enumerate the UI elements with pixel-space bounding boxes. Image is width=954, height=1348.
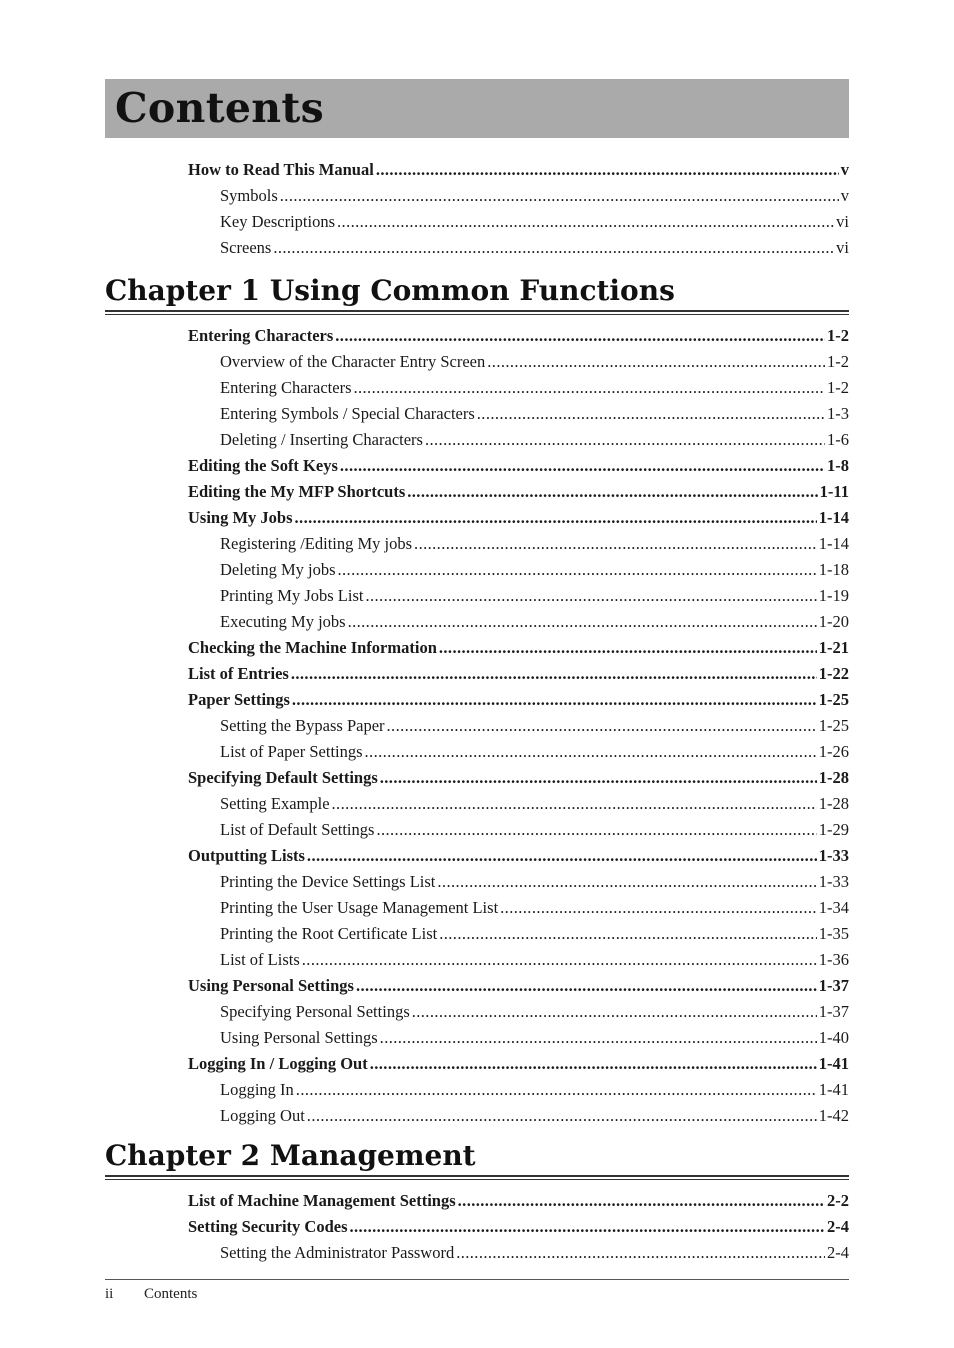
toc-entry-page: 1-33 — [818, 872, 849, 891]
dot-leader — [437, 869, 816, 895]
toc-subentry[interactable] — [188, 531, 849, 557]
toc-entry-label: Using Personal Settings — [188, 976, 354, 995]
chapter-rule — [105, 1175, 849, 1177]
dot-leader — [335, 323, 825, 349]
toc-entry[interactable] — [188, 157, 849, 183]
toc-entry-label: Checking the Machine Information — [188, 638, 437, 657]
toc-entry-label: List of Default Settings — [220, 820, 375, 839]
toc-entry-label: Using Personal Settings — [220, 1028, 378, 1047]
toc-entry-page: 1-26 — [818, 742, 849, 761]
toc-subentry[interactable] — [188, 921, 849, 947]
toc-entry-label: Setting Security Codes — [188, 1217, 348, 1236]
dot-leader — [337, 209, 834, 235]
toc-subentry[interactable] — [188, 713, 849, 739]
dot-leader — [439, 921, 817, 947]
dot-leader — [332, 791, 817, 817]
toc-entry-label: Overview of the Character Entry Screen — [220, 352, 486, 371]
dot-leader — [280, 183, 839, 209]
toc-entry-page: 1-41 — [818, 1054, 849, 1073]
toc-entry-label: Entering Symbols / Special Characters — [220, 404, 475, 423]
toc-entry[interactable] — [188, 687, 849, 713]
page-title: Contents — [115, 84, 325, 132]
toc-entry-page: 1-22 — [818, 664, 849, 683]
dot-leader — [425, 427, 825, 453]
toc-entry[interactable] — [188, 765, 849, 791]
toc-entry-page: 1-19 — [818, 586, 849, 605]
dot-leader — [350, 1214, 826, 1240]
dot-leader — [295, 505, 817, 531]
dot-leader — [439, 635, 817, 661]
toc-entry-page: 1-36 — [818, 950, 849, 969]
toc-subentry[interactable] — [188, 869, 849, 895]
chapter-title: Chapter 2 Management — [105, 1139, 476, 1172]
dot-leader — [380, 1025, 817, 1051]
dot-leader — [353, 375, 825, 401]
dot-leader — [370, 1051, 817, 1077]
toc-entry-label: Entering Characters — [220, 378, 352, 397]
footer-label: Contents — [144, 1286, 198, 1302]
toc-subentry[interactable] — [188, 791, 849, 817]
toc-entry-label: Entering Characters — [188, 326, 334, 345]
chapter-rule-thin — [105, 314, 849, 315]
toc-entry-page: 1-2 — [827, 352, 849, 371]
toc-entry-label: Symbols — [220, 186, 278, 205]
dot-leader — [380, 765, 817, 791]
dot-leader — [365, 583, 816, 609]
toc-subentry[interactable] — [188, 895, 849, 921]
toc-entry-label: Specifying Personal Settings — [220, 1002, 410, 1021]
toc-entry[interactable] — [188, 323, 849, 349]
dot-leader — [456, 1240, 825, 1266]
toc-entry[interactable] — [188, 661, 849, 687]
toc-entry-page: 1-34 — [818, 898, 849, 917]
toc-entry-label: List of Lists — [220, 950, 300, 969]
toc-subentry[interactable] — [188, 183, 849, 209]
dot-leader — [487, 349, 825, 375]
dot-leader — [348, 609, 817, 635]
toc-entry-page: 1-33 — [818, 846, 849, 865]
dot-leader — [500, 895, 817, 921]
toc-entry-label: Logging In / Logging Out — [188, 1054, 368, 1073]
dot-leader — [356, 973, 817, 999]
toc-entry-label: Key Descriptions — [220, 212, 336, 231]
toc-subentry[interactable] — [188, 739, 849, 765]
toc-entry-page: v — [840, 186, 849, 205]
toc-entry-page: 1-14 — [818, 508, 849, 527]
dot-leader — [296, 1077, 817, 1103]
toc-entry-page: 2-4 — [827, 1217, 849, 1236]
toc-entry-page: 1-3 — [827, 404, 849, 423]
toc-entry-page: 1-21 — [818, 638, 849, 657]
dot-leader — [365, 739, 817, 765]
chapter-1-heading — [105, 274, 849, 315]
toc-entry-page: 1-11 — [819, 482, 849, 501]
toc-entry-label: Logging Out — [220, 1106, 305, 1125]
toc-entry[interactable] — [188, 635, 849, 661]
toc-subentry[interactable] — [188, 557, 849, 583]
toc-entry-page: 1-28 — [818, 768, 849, 787]
toc-entry-page: 1-40 — [818, 1028, 849, 1047]
toc-entry-page: 1-18 — [818, 560, 849, 579]
dot-leader — [387, 713, 817, 739]
toc-entry-page: 1-2 — [827, 326, 849, 345]
toc-entry-page: 1-42 — [818, 1106, 849, 1125]
toc-subentry[interactable] — [188, 1025, 849, 1051]
toc-entry-page: 1-28 — [818, 794, 849, 813]
chapter-2-heading — [105, 1139, 849, 1180]
toc-entry-page: 1-20 — [818, 612, 849, 631]
toc-entry-page: 1-25 — [818, 690, 849, 709]
toc-entry-label: Printing the User Usage Management List — [220, 898, 499, 917]
toc-subentry[interactable] — [188, 427, 849, 453]
toc-entry-page: 1-29 — [818, 820, 849, 839]
toc-entry[interactable] — [188, 505, 849, 531]
footer-page-number: ii — [105, 1286, 114, 1302]
toc-subentry[interactable] — [188, 583, 849, 609]
toc-chapter-2-section — [188, 1188, 849, 1266]
toc-entry[interactable] — [188, 1214, 849, 1240]
toc-entry-page: v — [840, 160, 849, 179]
toc-entry-label: Editing the My MFP Shortcuts — [188, 482, 406, 501]
toc-subentry[interactable] — [188, 1077, 849, 1103]
toc-subentry[interactable] — [188, 609, 849, 635]
dot-leader — [338, 557, 817, 583]
dot-leader — [458, 1188, 825, 1214]
dot-leader — [376, 817, 816, 843]
toc-subentry[interactable] — [188, 235, 849, 261]
toc-entry-label: Logging In — [220, 1080, 294, 1099]
toc-entry-page: 1-6 — [827, 430, 849, 449]
chapter-rule-thin — [105, 1179, 849, 1180]
toc-entry-label: List of Entries — [188, 664, 289, 683]
toc-subentry[interactable] — [188, 375, 849, 401]
dot-leader — [340, 453, 825, 479]
toc-entry-page: vi — [836, 238, 849, 257]
toc-entry-label: Printing My Jobs List — [220, 586, 364, 605]
footer-divider — [105, 1279, 849, 1280]
toc-entry-label: Executing My jobs — [220, 612, 346, 631]
toc-subentry[interactable] — [188, 817, 849, 843]
toc-entry-page: 2-2 — [827, 1191, 849, 1210]
toc-entry-page: 1-35 — [818, 924, 849, 943]
toc-entry[interactable] — [188, 1188, 849, 1214]
toc-entry-page: 1-41 — [818, 1080, 849, 1099]
toc-entry-label: How to Read This Manual — [188, 160, 374, 179]
toc-entry-page: 1-37 — [818, 1002, 849, 1021]
dot-leader — [477, 401, 825, 427]
toc-entry-label: List of Machine Management Settings — [188, 1191, 456, 1210]
dot-leader — [307, 1103, 817, 1129]
dot-leader — [307, 843, 817, 869]
dot-leader — [291, 661, 817, 687]
toc-subentry[interactable] — [188, 349, 849, 375]
toc-entry-label: Setting Example — [220, 794, 330, 813]
toc-subentry[interactable] — [188, 401, 849, 427]
toc-entry-label: Setting the Bypass Paper — [220, 716, 385, 735]
toc-subentry[interactable] — [188, 209, 849, 235]
dot-leader — [292, 687, 817, 713]
toc-entry-page: 1-14 — [818, 534, 849, 553]
toc-chapter-1-section — [188, 323, 849, 1129]
toc-entry-label: Printing the Root Certificate List — [220, 924, 438, 943]
toc-entry[interactable] — [188, 973, 849, 999]
toc-entry[interactable] — [188, 843, 849, 869]
toc-entry-label: Screens — [220, 238, 272, 257]
toc-entry-label: List of Paper Settings — [220, 742, 363, 761]
toc-entry[interactable] — [188, 1051, 849, 1077]
toc-subentry[interactable] — [188, 999, 849, 1025]
toc-entry-label: Paper Settings — [188, 690, 290, 709]
toc-entry-label: Deleting My jobs — [220, 560, 336, 579]
toc-entry-page: 1-25 — [818, 716, 849, 735]
toc-entry-label: Editing the Soft Keys — [188, 456, 338, 475]
dot-leader — [302, 947, 817, 973]
contents-title-bar — [105, 79, 849, 138]
toc-entry-page: 1-8 — [827, 456, 849, 475]
chapter-title: Chapter 1 Using Common Functions — [105, 274, 675, 307]
toc-entry-label: Using My Jobs — [188, 508, 293, 527]
dot-leader — [376, 157, 839, 183]
toc-entry-label: Outputting Lists — [188, 846, 305, 865]
toc-subentry[interactable] — [188, 947, 849, 973]
toc-subentry[interactable] — [188, 1103, 849, 1129]
dot-leader — [273, 235, 834, 261]
dot-leader — [412, 999, 817, 1025]
toc-entry-label: Specifying Default Settings — [188, 768, 378, 787]
chapter-rule — [105, 310, 849, 312]
toc-entry-label: Setting the Administrator Password — [220, 1243, 455, 1262]
dot-leader — [407, 479, 817, 505]
toc-intro-section — [188, 157, 849, 261]
toc-subentry[interactable] — [188, 1240, 849, 1266]
toc-entry[interactable] — [188, 453, 849, 479]
toc-entry-page: 1-37 — [818, 976, 849, 995]
toc-entry[interactable] — [188, 479, 849, 505]
toc-entry-label: Registering /Editing My jobs — [220, 534, 413, 553]
toc-entry-label: Printing the Device Settings List — [220, 872, 436, 891]
toc-entry-label: Deleting / Inserting Characters — [220, 430, 423, 449]
toc-entry-page: 1-2 — [827, 378, 849, 397]
dot-leader — [414, 531, 817, 557]
toc-entry-page: 2-4 — [827, 1243, 849, 1262]
toc-entry-page: vi — [836, 212, 849, 231]
